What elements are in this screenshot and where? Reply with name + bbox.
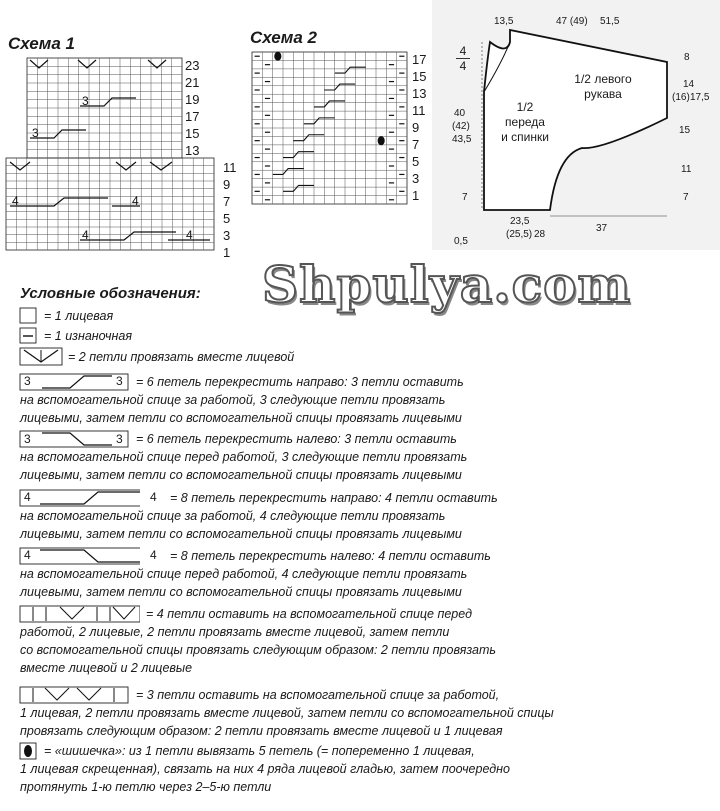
legend-item-cable8-right: = 8 петель перекрестить направо: 4 петли оставить xyxy=(170,491,498,505)
scheme2-title: Схема 2 xyxy=(250,28,317,47)
legend-item-cable8-left: = 8 петель перекрестить налево: 4 петли оставить xyxy=(170,549,491,563)
dimension-label: 15 xyxy=(679,125,691,136)
row-number: 23 xyxy=(185,58,200,73)
pattern-dims-left xyxy=(456,44,470,73)
dimension-label: 13,5 xyxy=(494,16,514,27)
row-number: 11 xyxy=(412,103,426,118)
row-number: 15 xyxy=(185,126,200,141)
sleeve-label-line: рукава xyxy=(584,87,622,101)
legend-item-text-cont: со вспомогательной спицы провязать следующим образом: 2 петли провязать xyxy=(20,643,496,657)
dimension-label: 51,5 xyxy=(600,16,620,27)
legend-symbol-number: 4 xyxy=(24,490,31,504)
scheme1-row-numbers-top xyxy=(185,58,199,160)
legend-heading: Условные обозначения: xyxy=(20,285,201,302)
cable-label: 3 xyxy=(82,94,89,108)
row-number: 17 xyxy=(412,52,427,67)
sleeve-label-line: 1/2 левого xyxy=(574,72,632,86)
row-number: 7 xyxy=(412,137,420,152)
k2tog-mark xyxy=(150,162,172,170)
row-number: 1 xyxy=(412,188,420,203)
cable-mark xyxy=(293,135,324,141)
dimension-label: 17,5 xyxy=(690,92,710,103)
bobble-mark xyxy=(275,52,281,60)
cable-label: 3 xyxy=(32,126,39,140)
legend-item-text-cont: вместе лицевой и 2 лицевые xyxy=(20,661,193,675)
dimension-label: 40 xyxy=(454,108,466,119)
cable-mark xyxy=(304,118,335,124)
scheme2-chart xyxy=(250,50,410,210)
legend-symbol-number: 3 xyxy=(116,374,123,388)
sleeve-piece-label xyxy=(558,72,648,102)
dimension-label: 23,5 xyxy=(510,216,530,227)
row-number: 13 xyxy=(412,86,427,101)
legend-item-text-cont: лицевыми, затем петли со вспомогательной спицы провязать лицевыми xyxy=(20,527,462,541)
legend-item-k2tog: = 2 петли провязать вместе лицевой xyxy=(68,350,295,364)
legend-item-text-cont: на вспомогательной спице перед работой, 3 следующие петли провязать xyxy=(20,450,468,464)
cable-label: 4 xyxy=(12,194,19,208)
legend-item-text-cont: на вспомогательной спице за работой, 4 следующие петли провязать xyxy=(20,509,446,523)
row-number: 9 xyxy=(223,177,231,192)
cable-mark xyxy=(283,185,314,191)
legend-item-text-cont: на вспомогательной спице перед работой, 4 следующие петли провязать xyxy=(20,567,468,581)
dimension-label: 0,5 xyxy=(454,236,468,247)
cable-mark xyxy=(335,67,366,73)
row-number: 13 xyxy=(185,143,200,158)
row-number: 9 xyxy=(412,120,420,135)
dimension-label: 14 xyxy=(683,79,695,90)
legend-item-text-cont: лицевыми, затем петли со вспомогательной спицы провязать лицевыми xyxy=(20,411,462,425)
dimension-label: 8 xyxy=(684,52,690,63)
legend-item-text-cont: провязать следующим образом: 2 петли провязать вместе лицевой и 1 лицевая xyxy=(20,724,503,738)
legend-item-3sts: = 3 петли оставить на вспомогательной спице за работой, xyxy=(136,688,500,702)
dimension-label: 7 xyxy=(462,192,468,203)
legend-symbol-number: 3 xyxy=(24,432,31,446)
dimension-label: 7 xyxy=(683,192,689,203)
legend-item-text-cont: 1 лицевая скрещенная), связать на них 4 ряда лицевой гладью, затем поочередно xyxy=(20,762,510,776)
cable-label: 4 xyxy=(186,228,193,242)
legend-symbol-number: 4 xyxy=(24,548,31,562)
body-label-line: 1/2 xyxy=(516,100,534,114)
row-number: 15 xyxy=(412,69,427,84)
row-number: 5 xyxy=(223,211,231,226)
dimension-label: 47 (49) xyxy=(556,16,588,27)
dimension-label: 11 xyxy=(681,164,692,175)
legend-symbol-number: 4 xyxy=(150,548,157,562)
legend-item-cable6-left: = 6 петель перекрестить налево: 3 петли оставить xyxy=(136,432,457,446)
cable-label: 4 xyxy=(82,228,89,242)
row-number: 1 xyxy=(223,245,231,260)
body-label-line: и спинки xyxy=(501,130,549,144)
legend-item-text-cont: 1 лицевая, 2 петли провязать вместе лицевой, затем петли со вспомогательной спицы xyxy=(20,706,554,720)
dimension-label: 43,5 xyxy=(452,134,472,145)
cable-mark xyxy=(273,169,304,175)
row-number: 5 xyxy=(412,154,420,169)
cable-mark xyxy=(283,152,314,158)
k2tog-mark xyxy=(148,60,166,68)
row-number: 7 xyxy=(223,194,231,209)
row-number: 3 xyxy=(223,228,231,243)
dimension-label: 4 xyxy=(456,44,470,59)
scheme2-row-numbers xyxy=(412,52,426,205)
row-number: 21 xyxy=(185,75,200,90)
row-number: 17 xyxy=(185,109,200,124)
row-number: 3 xyxy=(412,171,420,186)
scheme1-title: Схема 1 xyxy=(8,34,75,53)
dimension-label: 37 xyxy=(596,223,608,234)
scheme1-row-numbers-bottom xyxy=(223,160,237,262)
legend-item-4sts: = 4 петли оставить на вспомогательной спице перед xyxy=(146,607,472,621)
legend-symbol-number: 3 xyxy=(24,374,31,388)
cable-mark xyxy=(314,101,345,107)
legend-item-cable6-right: = 6 петель перекрестить направо: 3 петли оставить xyxy=(136,375,464,389)
body-label-line: переда xyxy=(505,115,545,129)
dimension-label: (25,5) xyxy=(506,229,533,240)
cable-label: 4 xyxy=(132,194,139,208)
legend-symbol-number: 3 xyxy=(116,432,123,446)
row-number: 19 xyxy=(185,92,200,107)
dimension-label: (16) xyxy=(672,92,690,103)
dimension-label: 4 xyxy=(459,59,467,73)
legend-item-knit: = 1 лицевая xyxy=(44,309,114,323)
legend-item-text-cont: протянуть 1-ю петлю через 2–5-ю петли xyxy=(20,780,272,794)
pattern-outline xyxy=(432,0,720,250)
legend-symbol-number: 4 xyxy=(150,490,157,504)
legend-item-text-cont: лицевыми, затем петли со вспомогательной спицы провязать лицевыми xyxy=(20,585,462,599)
body-piece-label xyxy=(490,100,560,145)
legend-item-text-cont: лицевыми, затем петли со вспомогательной спицы провязать лицевыми xyxy=(20,468,462,482)
legend-item-text-cont: работой, 2 лицевые, 2 петли провязать вместе лицевой, затем петли xyxy=(20,625,450,639)
bobble-mark xyxy=(378,137,384,145)
cable-mark xyxy=(324,84,355,90)
row-number: 11 xyxy=(223,160,237,175)
watermark-text: Shpulya.com xyxy=(262,255,632,314)
dimension-label: (42) xyxy=(452,121,470,132)
legend-item-bobble: = «шишечка»: из 1 петли вывязать 5 петель (= попеременно 1 лицевая, xyxy=(44,744,475,758)
dimension-label: 28 xyxy=(534,229,546,240)
legend-item-text-cont: на вспомогательной спице за работой, 3 следующие петли провязать xyxy=(20,393,446,407)
legend-item-purl: = 1 изнаночная xyxy=(44,329,133,343)
